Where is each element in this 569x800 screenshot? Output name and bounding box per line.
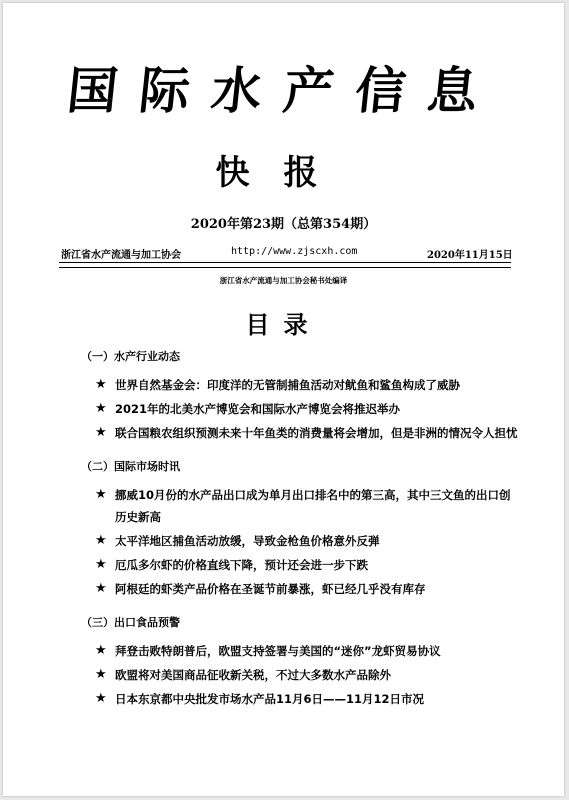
star-icon: ★ (95, 691, 107, 706)
issue-date: 2020年11月15日 (427, 250, 513, 261)
star-icon: ★ (95, 425, 107, 440)
masthead-title: 国际水产信息 (64, 61, 503, 120)
website-url: http://www.zjscxh.com (231, 246, 358, 257)
star-icon: ★ (95, 377, 107, 392)
toc-item-text: 世界自然基金会：印度洋的无管制捕鱼活动对鱿鱼和鲨鱼构成了威胁 (115, 378, 460, 392)
toc-item (81, 398, 521, 420)
toc-item-text: 2021年的北美水产博览会和国际水产博览会将推迟举办 (115, 402, 401, 416)
star-icon: ★ (95, 401, 107, 416)
toc-title: 目录 (245, 310, 322, 339)
section-title: （二）国际市场时讯 (81, 460, 180, 473)
toc-item (81, 484, 521, 528)
toc-item (81, 578, 521, 600)
star-icon: ★ (95, 487, 107, 502)
toc-section (81, 614, 521, 710)
header-rule-thin (59, 267, 511, 268)
publisher-name: 浙江省水产流通与加工协会 (61, 250, 181, 261)
section-title: （一）水产行业动态 (81, 350, 180, 363)
toc-item-text: 欧盟将对美国商品征收新关税，不过大多数水产品除外 (115, 668, 391, 682)
toc-item (81, 554, 521, 576)
toc-item (81, 664, 521, 686)
translator-note: 浙江省水产流通与加工协会秘书处编译 (219, 276, 348, 285)
toc-item-text: 拜登击败特朗普后，欧盟支持签署与美国的“迷你”龙虾贸易协议 (115, 644, 441, 658)
toc-section (81, 458, 521, 600)
section-title: （三）出口食品预警 (81, 616, 180, 629)
toc-item (81, 640, 521, 662)
toc-section (81, 348, 521, 444)
toc-item (81, 530, 521, 552)
toc-item-text: 厄瓜多尔虾的价格直线下降，预计还会进一步下跌 (115, 558, 368, 572)
star-icon: ★ (95, 667, 107, 682)
table-of-contents (81, 348, 521, 724)
toc-item-text: 日本东京都中央批发市场水产品11月6日——11月12日市况 (115, 692, 425, 706)
toc-item-text: 联合国粮农组织预测未来十年鱼类的消费量将会增加，但是非洲的情况令人担忧 (115, 426, 518, 440)
star-icon: ★ (95, 643, 107, 658)
document-page (3, 3, 564, 796)
star-icon: ★ (95, 557, 107, 572)
toc-item-text: 太平洋地区捕鱼活动放缓，导致金枪鱼价格意外反弹 (115, 534, 380, 548)
star-icon: ★ (95, 533, 107, 548)
issue-number: 2020年第23期（总第354期） (190, 217, 377, 232)
toc-item (81, 374, 521, 396)
toc-item (81, 688, 521, 710)
subhead-title: 快报 (215, 153, 352, 193)
toc-item-text: 挪威10月份的水产品出口成为单月出口排名中的第三高，其中三文鱼的出口创历史新高 (115, 488, 511, 524)
header-rule-thick (59, 262, 511, 263)
toc-item (81, 422, 521, 444)
star-icon: ★ (95, 581, 107, 596)
toc-item-text: 阿根廷的虾类产品价格在圣诞节前暴涨，虾已经几乎没有库存 (115, 582, 426, 596)
